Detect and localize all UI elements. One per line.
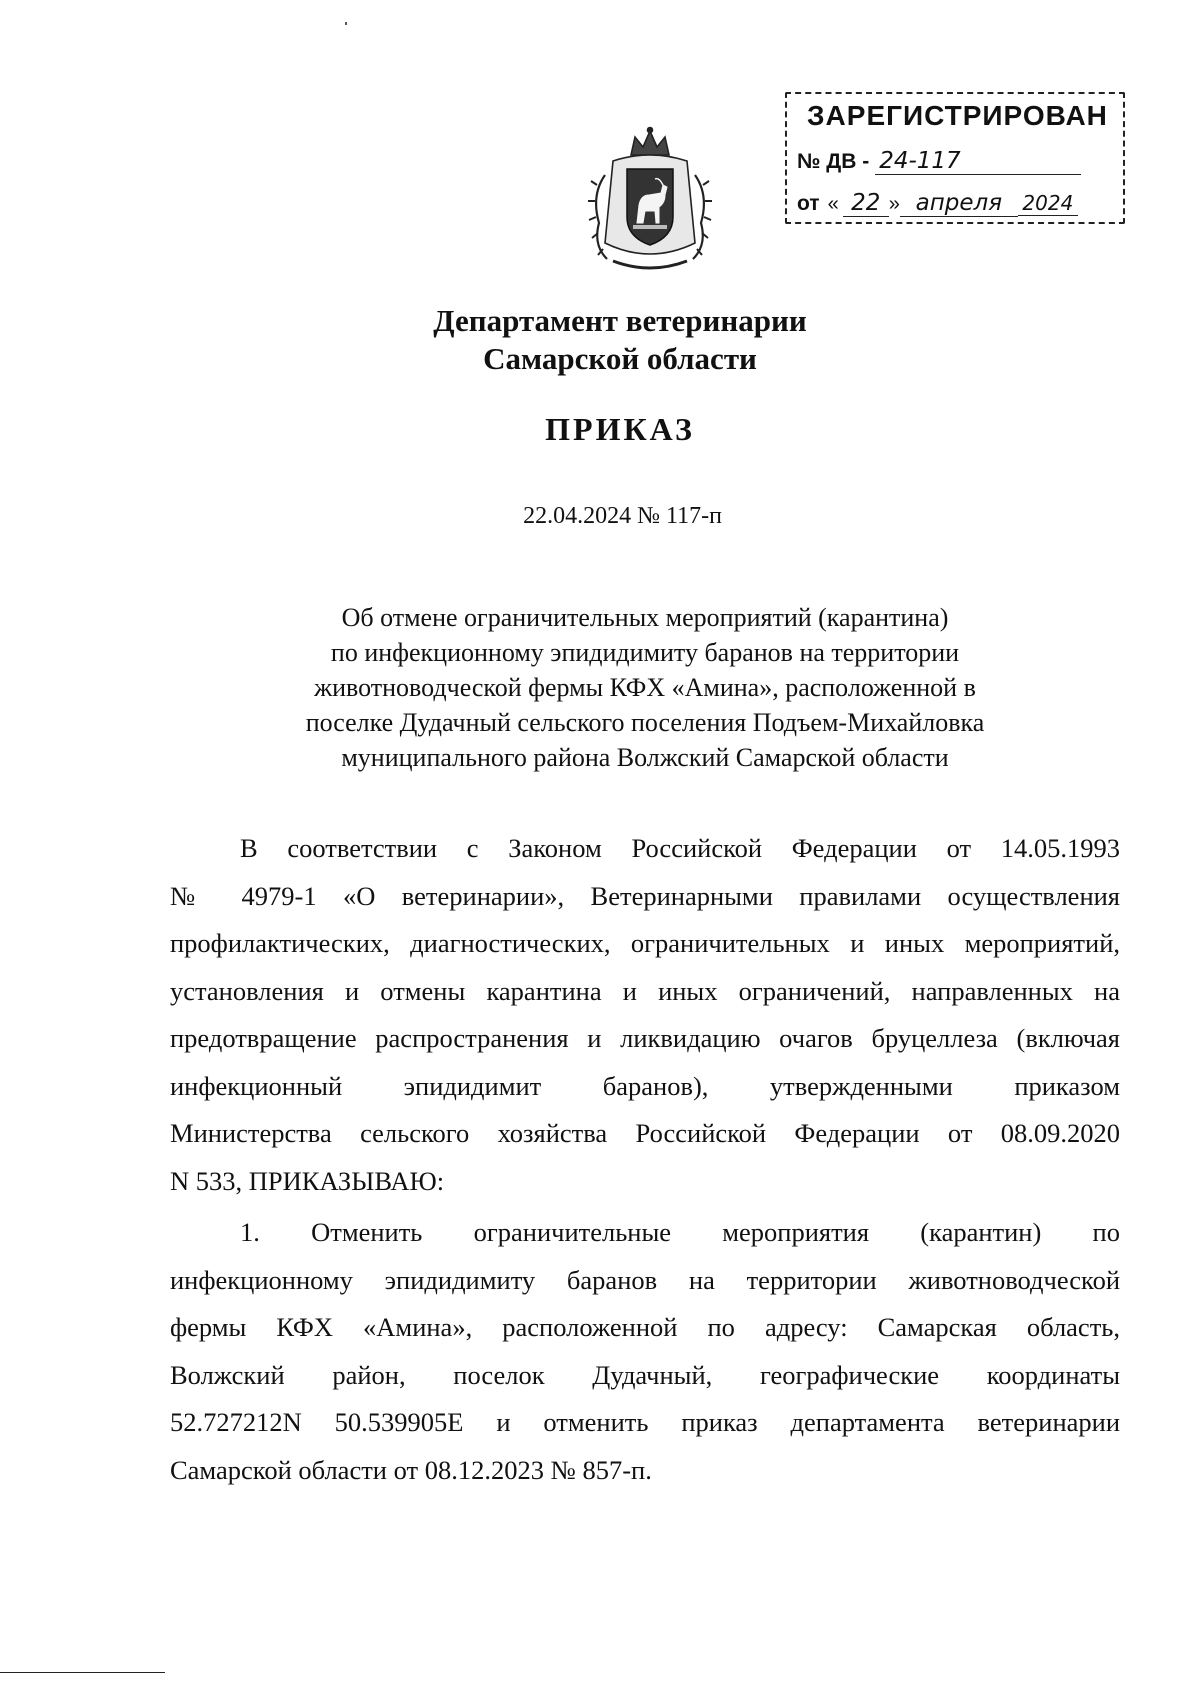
- body-line: инфекционный эпидидимит баранов), утвержденными приказом: [170, 1070, 1120, 1101]
- stamp-title: ЗАРЕГИСТРИРОВАН: [807, 100, 1108, 131]
- subject-line: по инфекционному эпидидимиту баранов на территории: [330, 638, 960, 667]
- footnote-divider: [0, 1672, 165, 1673]
- order-date-number: 22.04.2024 № 117-п: [523, 503, 722, 529]
- preamble-paragraph: [170, 825, 1120, 1205]
- body-line: 1. Отменить ограничительные мероприятия (карантин) по: [240, 1217, 1120, 1247]
- stamp-open-quote: «: [827, 193, 839, 215]
- department-name-line2: Самарской области: [483, 341, 757, 376]
- stamp-year: 2024: [1018, 191, 1078, 216]
- subject-line: животноводческой фермы КФХ «Амина», расположенной в: [314, 673, 976, 702]
- department-heading: [0, 302, 1200, 378]
- body-line: N 533, ПРИКАЗЫВАЮ:: [170, 1165, 445, 1196]
- stamp-day: 22: [843, 190, 889, 217]
- body-line: Волжский район, поселок Дудачный, географические координаты: [170, 1359, 1120, 1390]
- document-type: ПРИКАЗ: [545, 411, 695, 447]
- body-line: профилактических, диагностических, ограничительных и иных мероприятий,: [170, 928, 1120, 958]
- body-line: Самарской области от 08.12.2023 № 857-п.: [170, 1454, 652, 1485]
- body-line: установления и отмены карантина и иных ограничений, направленных на: [170, 975, 1120, 1006]
- body-line: № 4979-1 «О ветеринарии», Ветеринарными правилами осуществления: [170, 880, 1120, 911]
- stamp-number-label: № ДВ -: [797, 150, 870, 173]
- body-line: предотвращение распространения и ликвидацию очагов бруцеллеза (включая: [170, 1023, 1120, 1053]
- scan-speck: [345, 22, 347, 25]
- subject-line: Об отмене ограничительных мероприятий (карантина): [341, 603, 949, 632]
- order-subject: [170, 600, 1120, 775]
- stamp-month: апреля: [900, 190, 1018, 217]
- stamp-number-value: 24-117: [875, 148, 1081, 175]
- stamp-date-label: от: [797, 192, 820, 215]
- body-line: фермы КФХ «Амина», расположенной по адресу: Самарская область,: [170, 1312, 1120, 1342]
- stamp-number-row: [797, 148, 1081, 175]
- stamp-close-quote: »: [888, 193, 900, 215]
- subject-line: поселке Дудачный сельского поселения Подъем-Михайловка: [305, 708, 985, 737]
- body-line: 52.727212N 50.539905E и отменить приказ департамента ветеринарии: [170, 1407, 1120, 1437]
- body-line: инфекционному эпидидимиту баранов на территории животноводческой: [170, 1264, 1120, 1295]
- stamp-date-row: [797, 190, 1078, 217]
- department-name-line1: Департамент ветеринарии: [433, 303, 807, 338]
- body-line: Министерства сельского хозяйства Российской Федерации от 08.09.2020: [170, 1118, 1120, 1148]
- coat-of-arms-emblem: [583, 125, 718, 275]
- registration-stamp: [785, 92, 1125, 224]
- subject-line: муниципального района Волжский Самарской области: [341, 743, 949, 772]
- body-line: В соответствии с Законом Российской Федерации от 14.05.1993: [240, 833, 1120, 863]
- order-item-1: [170, 1209, 1120, 1494]
